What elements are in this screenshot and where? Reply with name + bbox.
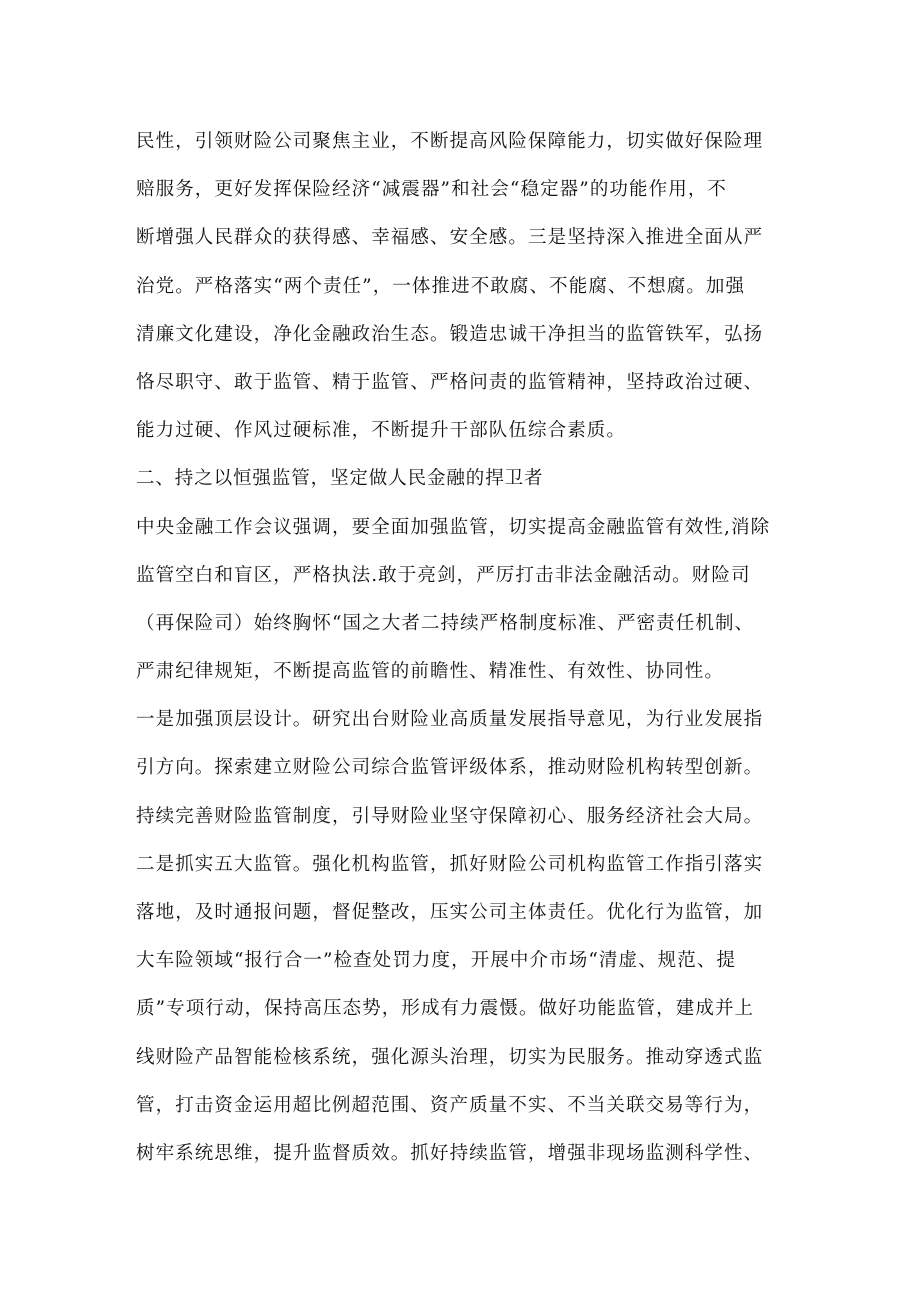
text-line: 中央金融工作会议强调，要全面加强监管，切实提高金融监管有效性,消除 — [136, 516, 771, 538]
text-line: 大车险领域“报行合一”检查处罚力度，开展中介市场“清虚、规范、提 — [136, 950, 737, 972]
text-line: 管，打击资金运用超比例超范围、资产质量不实、不当关联交易等行为， — [136, 1094, 764, 1116]
text-line: 赔服务，更好发挥保险经济“减震器”和社会“稳定器”的功能作用，不 — [136, 179, 728, 201]
text-line: 监管空白和盲区，严格执法.敢于亮剑，严厉打击非法金融活动。财险司 — [136, 564, 751, 586]
text-line: 引方向。探索建立财险公司综合监管评级体系，推动财险机构转型创新。 — [136, 757, 764, 779]
text-line: 质”专项行动，保持高压态势，形成有力震慑。做好功能监管，建成并上 — [136, 998, 755, 1020]
text-line: 严肃纪律规矩，不断提高监管的前瞻性、精准性、有效性、协同性。 — [136, 661, 725, 683]
text-line: 落地，及时通报问题，督促整改，压实公司主体责任。优化行为监管，加 — [136, 902, 764, 923]
document-body — [136, 118, 796, 1178]
text-line: 树牢系统思维，提升监督质效。抓好持续监管，增强非现场监测科学性、 — [136, 1142, 764, 1164]
text-line: 二是抓实五大监管。强化机构监管，抓好财险公司机构监管工作指引落实 — [136, 853, 764, 875]
text-line: 治党。严格落实“两个责任”，一体推进不敢腐、不能腐、不想腐。加强 — [136, 275, 746, 297]
text-line: （再保险司）始终胸怀“国之大者二持续严格制度标准、严密责任机制、 — [136, 612, 755, 634]
text-line: 持续完善财险监管制度，引导财险业坚守保障初心、服务经济社会大局。 — [136, 805, 764, 827]
text-line: 一是加强顶层设计。研究出台财险业高质量发展指导意见，为行业发展指 — [136, 709, 764, 731]
section-heading: 二、持之以恒强监管，坚定做人民金融的捍卫者 — [136, 468, 544, 490]
text-line: 线财险产品智能检核系统，强化源头治理，切实为民服务。推动穿透式监 — [136, 1046, 764, 1068]
text-line: 民性，引领财险公司聚焦主业，不断提高风险保障能力，切实做好保险理 — [136, 131, 764, 152]
text-line: 能力过硬、作风过硬标准，不断提升干部队伍综合素质。 — [136, 420, 627, 442]
text-line: 恪尽职守、敢于监管、精于监管、严格问责的监管精神，坚持政治过硬、 — [136, 371, 764, 393]
text-line: 清廉文化建设，净化金融政治生态。锻造忠诚干净担当的监管铁军，弘扬 — [136, 323, 764, 345]
text-line: 断增强人民群众的获得感、幸福感、安全感。三是坚持深入推进全面从严 — [136, 227, 764, 249]
